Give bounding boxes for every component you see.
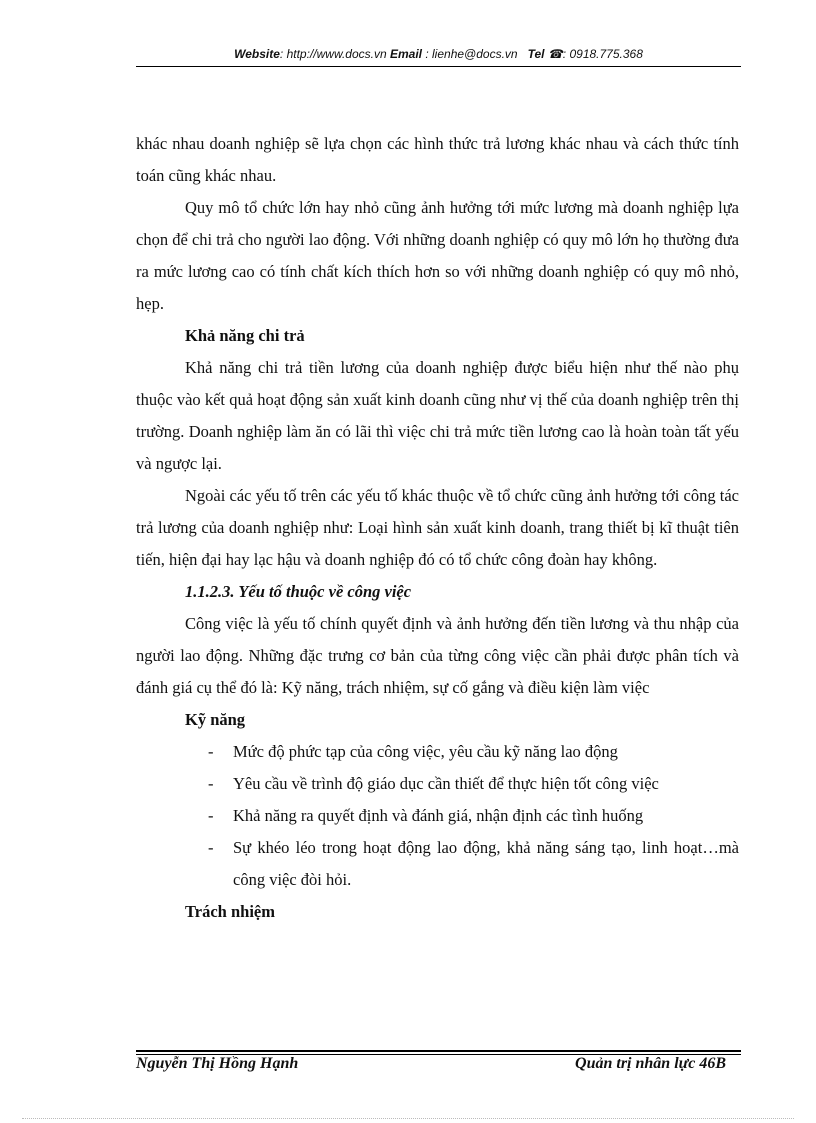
website-label: Website <box>234 47 280 61</box>
email-label: Email <box>389 47 422 61</box>
page-footer <box>136 1055 726 1079</box>
list-item: - Khả năng ra quyết định và đánh giá, nhận định các tình huống <box>136 800 739 832</box>
paragraph-scale: Quy mô tổ chức lớn hay nhỏ cũng ảnh hưởng tới mức lương mà doanh nghiệp lựa chọn để chi trả cho người lao động. Với những doanh nghiệp có quy mô lớn họ thường đưa ra mức lương cao có tính chất kích thích hơn so với những doanh nghiệp có quy mô nhỏ, hẹp. <box>136 198 739 313</box>
body-text <box>136 128 739 928</box>
tel-number: : 0918.775.368 <box>562 47 643 61</box>
list-item: - Mức độ phức tạp của công việc, yêu cầu kỹ năng lao động <box>136 736 739 768</box>
footer-author: Nguyễn Thị Hồng Hạnh <box>136 1055 299 1072</box>
paragraph-job-factors: Công việc là yếu tố chính quyết định và ảnh hưởng đến tiền lương và thu nhập của người lao động. Những đặc trưng cơ bản của từng công việc cần phải được phân tích và đánh giá cụ thể đó là: Kỹ năng, trách nhiệm, sự cố gắng và điều kiện làm việc <box>136 614 739 697</box>
heading-responsibility: Trách nhiệm <box>185 902 275 921</box>
page-edge-divider <box>22 1118 794 1119</box>
bullet-dash: - <box>208 742 214 761</box>
page-header <box>136 47 741 61</box>
skills-list <box>136 736 739 896</box>
tel-label: Tel <box>527 47 545 61</box>
paragraph-ability-to-pay: Khả năng chi trả tiền lương của doanh nghiệp được biểu hiện như thế nào phụ thuộc vào kết quả hoạt động sản xuất kinh doanh cũng như vị thế của doanh nghiệp trên thị trường. Doanh nghiệp làm ăn có lãi thì việc chi trả mức tiền lương cao là hoàn toàn tất yếu và ngược lại. <box>136 358 739 473</box>
phone-icon: ☎ <box>547 47 563 61</box>
header-rule <box>136 66 741 67</box>
paragraph-continuation: khác nhau doanh nghiệp sẽ lựa chọn các hình thức trả lương khác nhau và cách thức tính toán cũng khác nhau. <box>136 134 739 185</box>
heading-skills: Kỹ năng <box>185 710 246 729</box>
list-item: - Sự khéo léo trong hoạt động lao động, khả năng sáng tạo, linh hoạt…mà công việc đòi hỏi. <box>136 832 739 896</box>
heading-ability-to-pay: Khả năng chi trả <box>185 326 305 345</box>
footer-course: Quản trị nhân lực 46B <box>575 1055 726 1072</box>
bullet-dash: - <box>208 774 214 793</box>
section-heading-job-factors: 1.1.2.3. Yếu tố thuộc về công việc <box>185 582 412 601</box>
website-url[interactable]: : http://www.docs.vn <box>279 47 387 61</box>
footer-rule <box>136 1050 741 1052</box>
bullet-dash: - <box>208 806 214 825</box>
bullet-dash: - <box>208 838 214 857</box>
paragraph-other-factors: Ngoài các yếu tố trên các yếu tố khác thuộc về tổ chức cũng ảnh hưởng tới công tác trả lương của doanh nghiệp như: Loại hình sản xuất kinh doanh, trang thiết bị kĩ thuật tiên tiến, hiện đại hay lạc hậu và doanh nghiệp đó có tổ chức công đoàn hay không. <box>136 486 739 569</box>
email-address[interactable]: : lienhe@docs.vn <box>425 47 518 61</box>
list-item: - Yêu cầu về trình độ giáo dục cần thiết để thực hiện tốt công việc <box>136 768 739 800</box>
